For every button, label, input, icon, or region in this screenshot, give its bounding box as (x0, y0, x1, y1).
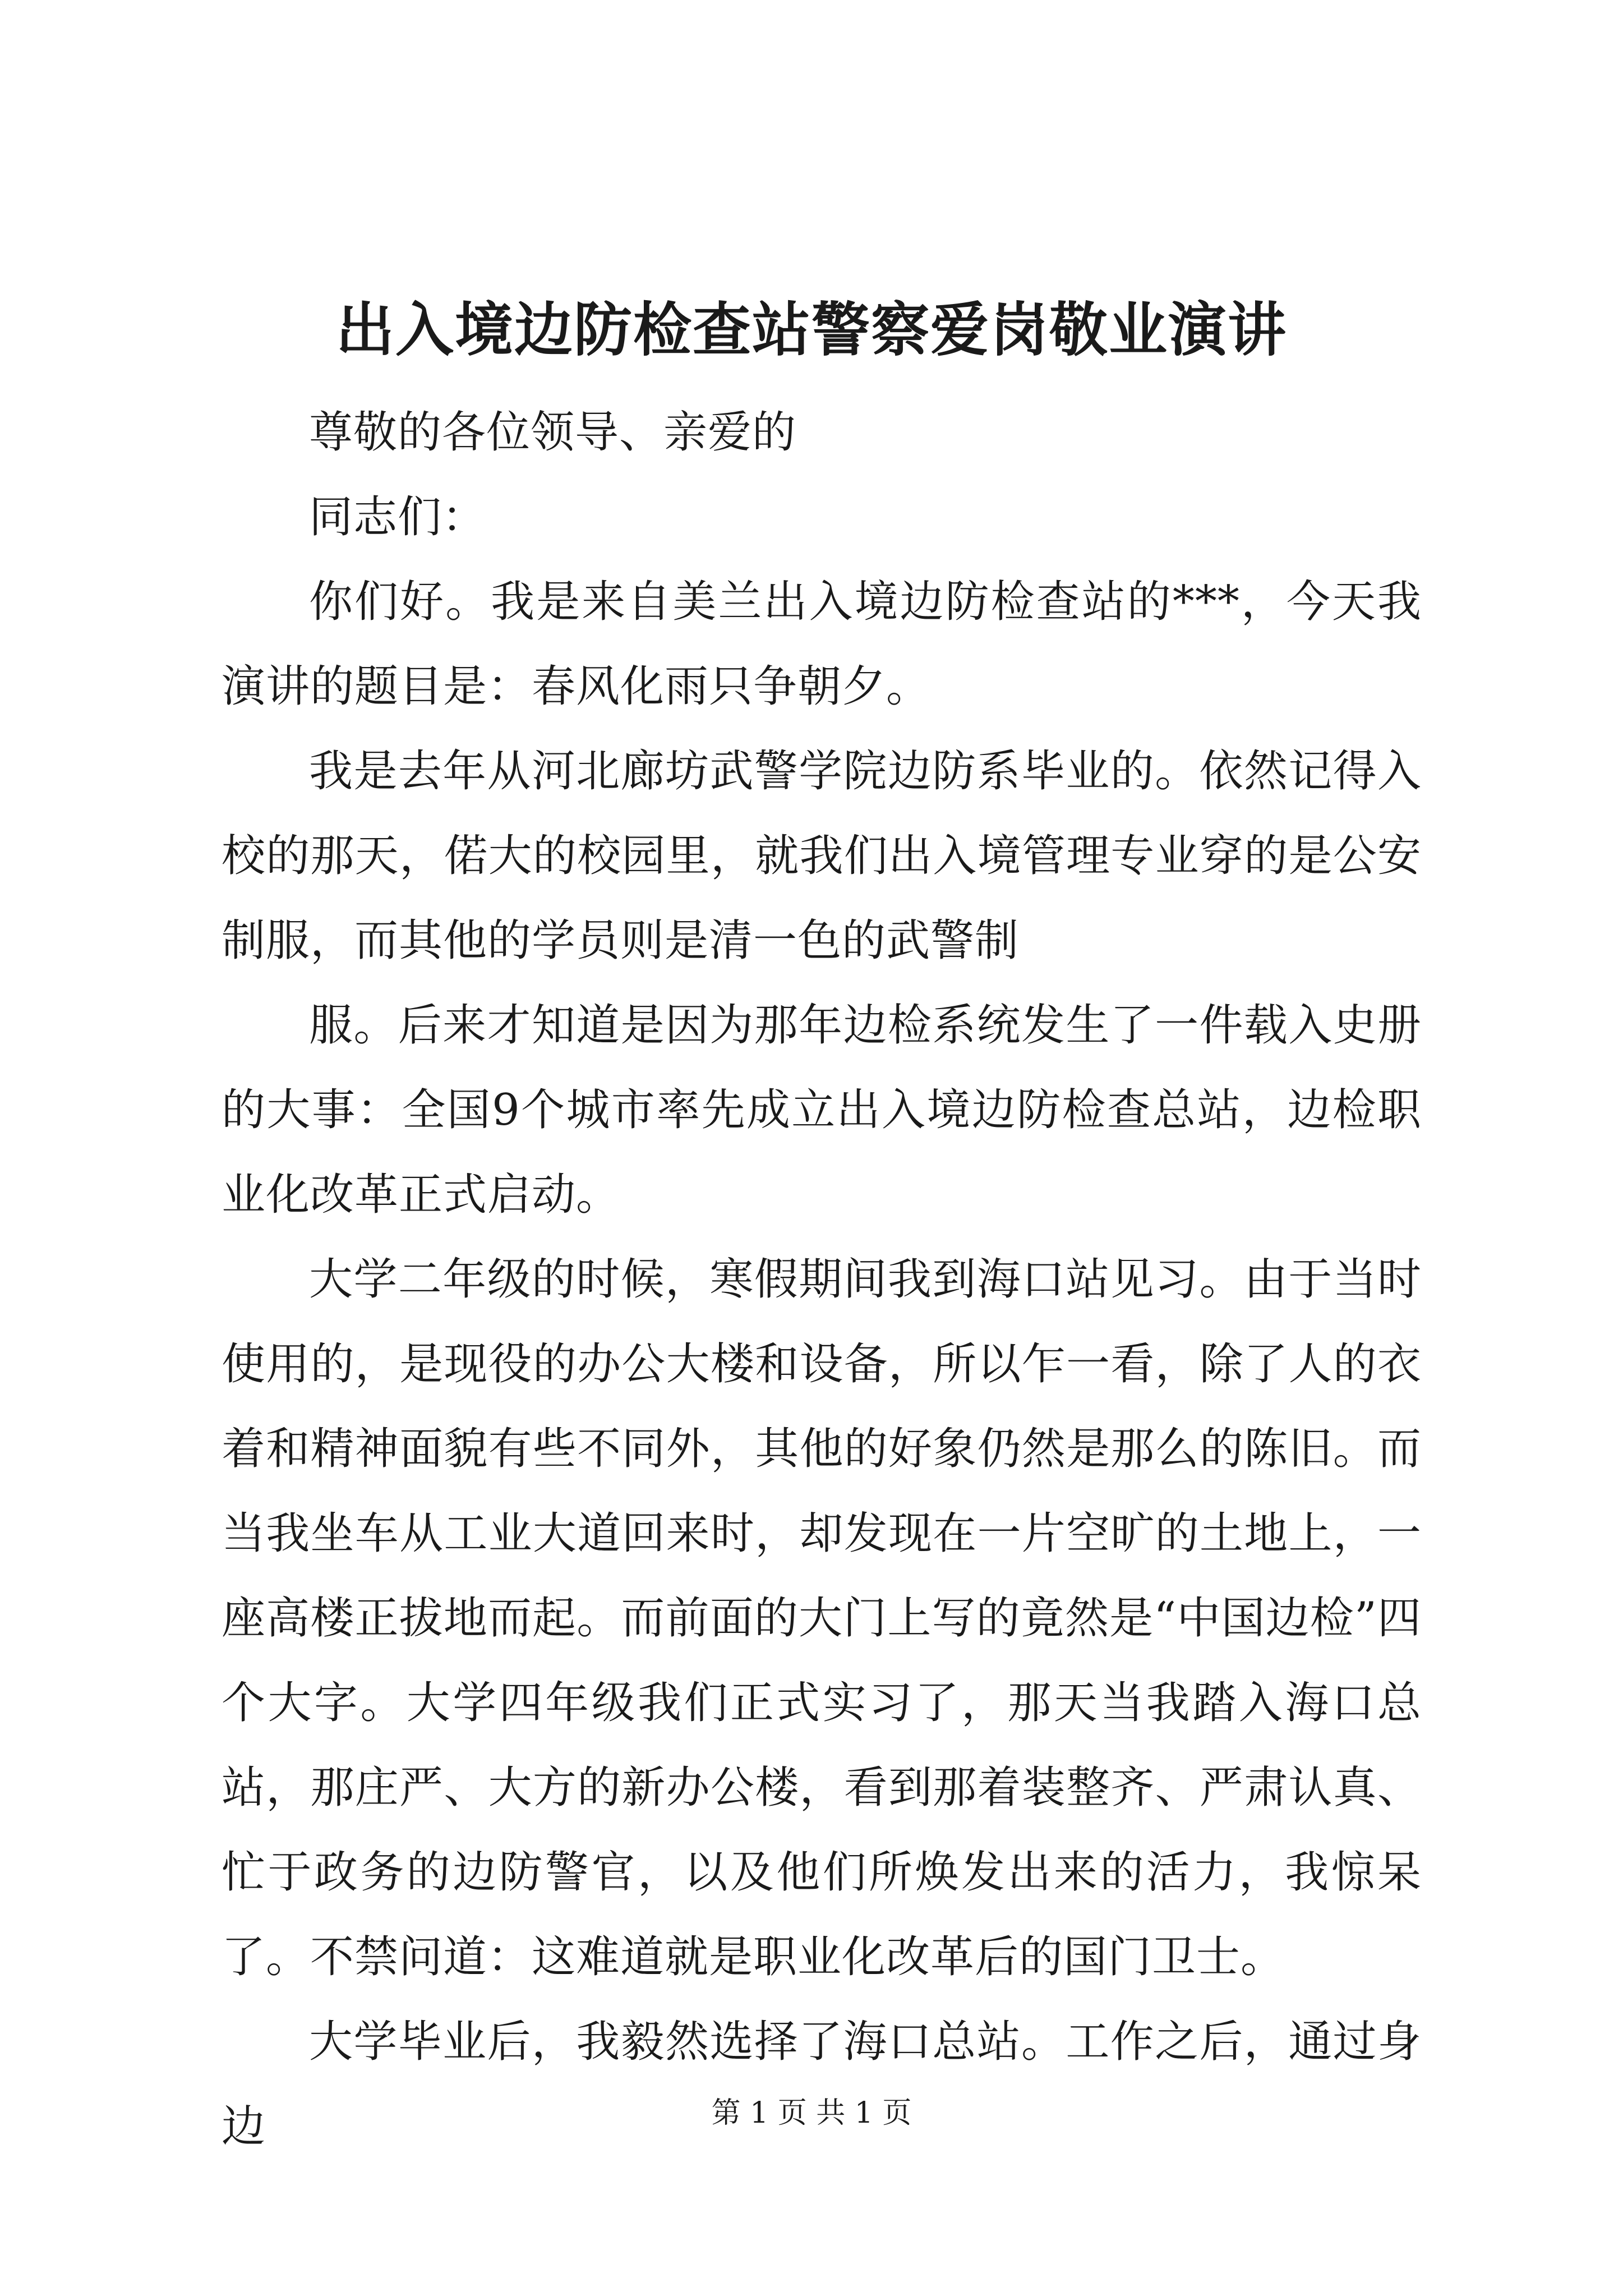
paragraph-salutation-cont: 同志们： (309, 492, 487, 542)
paragraph-reform: 服。后来才知道是因为那年边检系统发生了一件载入史册的大事：全国9个城市率先成立出入境边防检查总站，边检职业化改革正式启动。 (222, 1000, 1422, 1220)
document-body (222, 390, 1422, 2169)
document-title: 出入境边防检查站警察爱岗敬业演讲 (335, 295, 1287, 364)
paragraph-graduation: 大学毕业后，我毅然选择了海口总站。工作之后，通过身边 (222, 2017, 1422, 2152)
paragraph-internship: 大学二年级的时候，寒假期间我到海口站见习。由于当时使用的，是现役的办公大楼和设备，所以乍一看，除了人的衣着和精神面貌有些不同外，其他的好象仍然是那么的陈旧。而当我坐车从工业大道回来时，却发现在一片空旷的土地上，一座高楼正拔地而起。而前面的大门上写的竟然是“中国边检”四个大字。大学四年级我们正式实习了，那天当我踏入海口总站，那庄严、大方的新办公楼，看到那着装整齐、严肃认真、忙于政务的边防警官，以及他们所焕发出来的活力，我惊呆了。不禁问道：这难道就是职业化改革后的国门卫士。 (222, 1254, 1422, 1982)
paragraph-background: 我是去年从河北廊坊武警学院边防系毕业的。依然记得入校的那天，偌大的校园里，就我们出入境管理专业穿的是公安制服，而其他的学员则是清一色的武警制 (222, 746, 1422, 966)
paragraph-greeting: 你们好。我是来自美兰出入境边防检查站的***，今天我演讲的题目是：春风化雨只争朝夕。 (222, 577, 1422, 712)
paragraph-salutation: 尊敬的各位领导、亲爱的 (309, 407, 797, 458)
page-footer: 第 1 页 共 1 页 (711, 2096, 912, 2130)
